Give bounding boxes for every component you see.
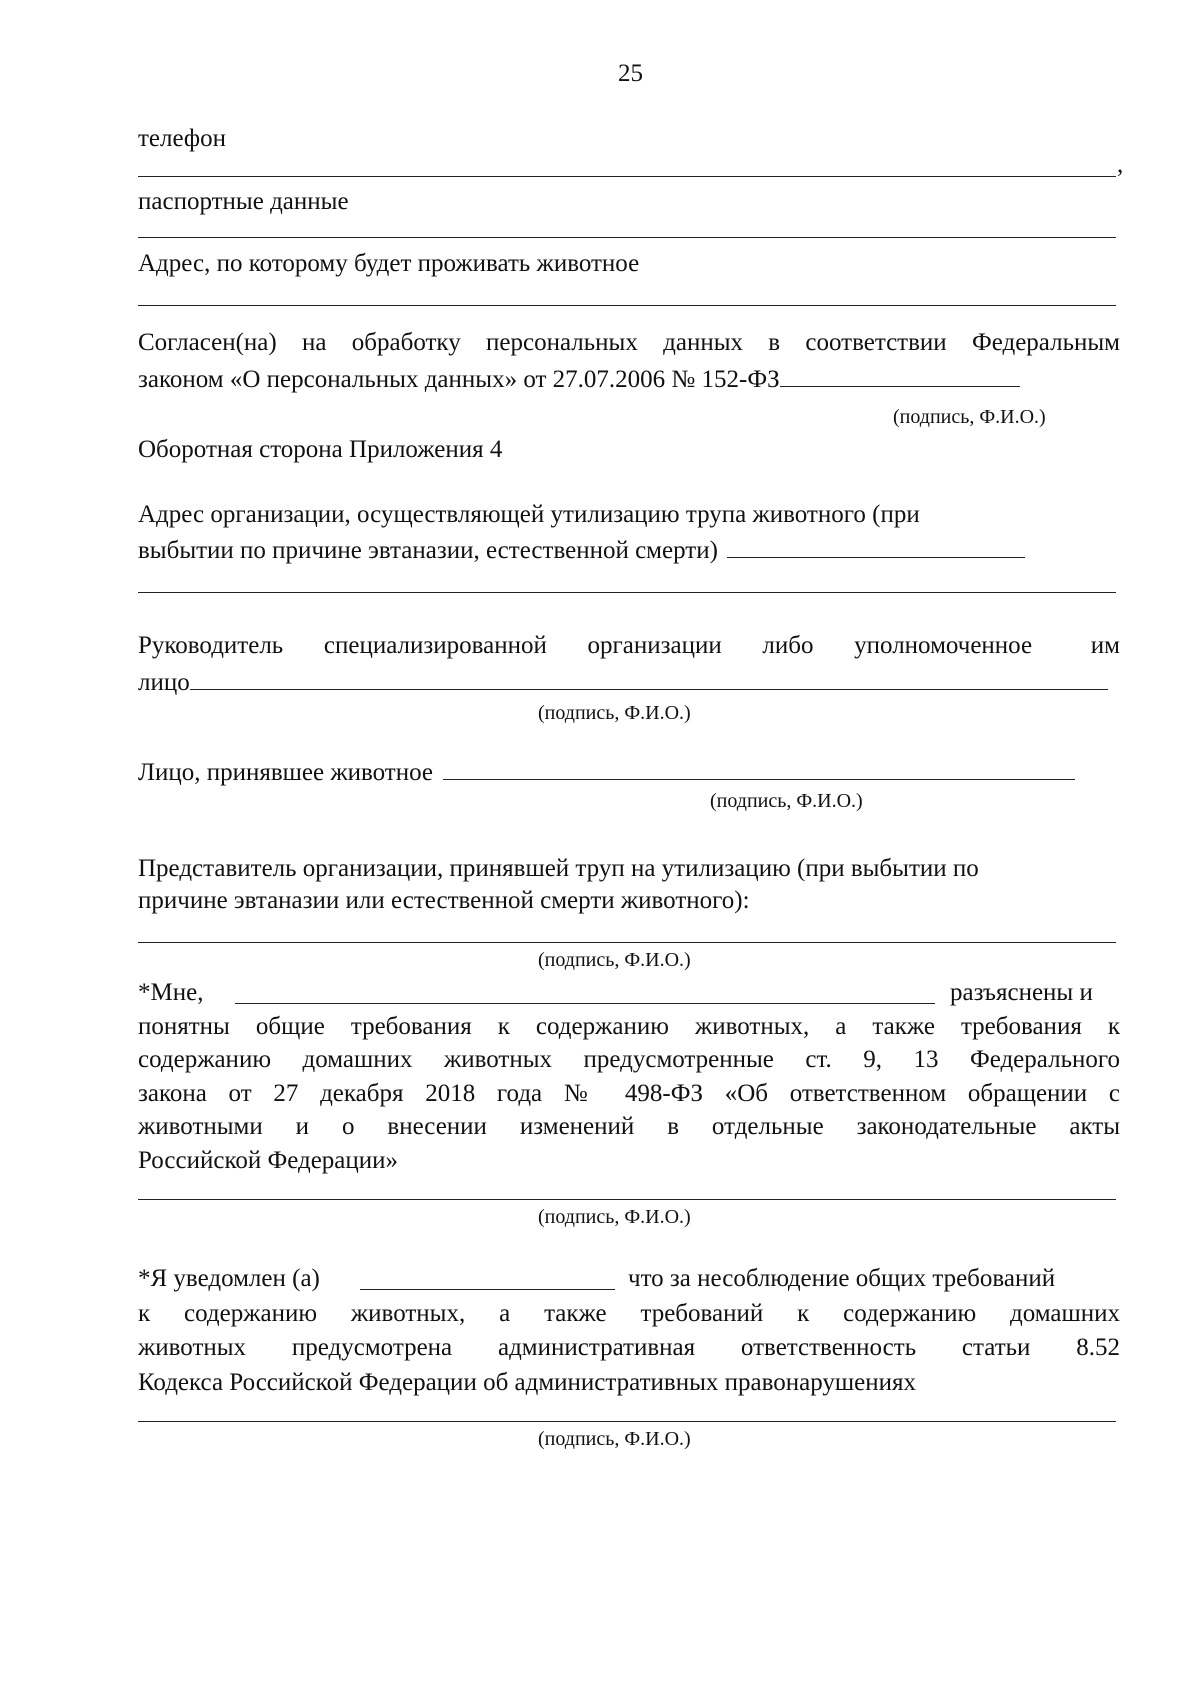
receiver-label: Лицо, принявшее животное bbox=[138, 759, 434, 786]
receiver-signature-line[interactable] bbox=[443, 757, 1075, 780]
notified-name-line[interactable] bbox=[360, 1289, 615, 1290]
head-signature-caption: (подпись, Ф.И.О.) bbox=[538, 702, 691, 724]
notified-suffix: что за несоблюдение общих требований bbox=[628, 1265, 1056, 1292]
explained-line-4: животными и о внесении изменений в отдельные законодательные акты bbox=[138, 1113, 1120, 1140]
head-word-2: специализированной bbox=[323, 632, 547, 659]
notified-line-3: Кодекса Российской Федерации об административных правонарушениях bbox=[138, 1369, 916, 1396]
explained-name-line[interactable] bbox=[235, 1003, 935, 1004]
head-word-6: им bbox=[1090, 632, 1120, 659]
notified-prefix: *Я уведомлен (а) bbox=[138, 1265, 320, 1292]
explained-line-1: понятны общие требования к содержанию животных, а также требования к bbox=[138, 1013, 1120, 1040]
notified-line-2: животных предусмотрена административная ответственность статьи 8.52 bbox=[138, 1334, 1120, 1361]
explained-line-5: Российской Федерации» bbox=[138, 1147, 399, 1174]
representative-signature-line[interactable] bbox=[138, 942, 1116, 943]
address-field-line[interactable] bbox=[138, 305, 1116, 306]
head-word-1: Руководитель bbox=[138, 632, 284, 659]
reverse-side-title: Оборотная сторона Приложения 4 bbox=[138, 436, 503, 463]
representative-signature-caption: (подпись, Ф.И.О.) bbox=[538, 949, 691, 971]
head-line-2 bbox=[138, 667, 1108, 695]
consent-line-2-text: законом «О персональных данных» от 27.07.2006 № 152-ФЗ bbox=[138, 366, 780, 393]
explained-suffix: разъяснены и bbox=[950, 979, 1093, 1006]
explained-signature-line[interactable] bbox=[138, 1199, 1116, 1200]
explained-line-3: закона от 27 декабря 2018 года № 498-ФЗ «Об ответственном обращении с bbox=[138, 1080, 1120, 1107]
utilization-address-line[interactable] bbox=[727, 535, 1025, 558]
page-number: 25 bbox=[618, 60, 643, 87]
phone-field-line[interactable] bbox=[138, 176, 1116, 177]
consent-line-1: Согласен(на) на обработку персональных данных в соответствии Федеральным bbox=[138, 329, 1120, 356]
consent-line-2 bbox=[138, 364, 1020, 392]
notified-signature-caption: (подпись, Ф.И.О.) bbox=[538, 1428, 691, 1450]
phone-label: телефон bbox=[138, 125, 226, 152]
receiver-signature-caption: (подпись, Ф.И.О.) bbox=[710, 790, 863, 812]
passport-field-line[interactable] bbox=[138, 237, 1116, 238]
explained-signature-caption: (подпись, Ф.И.О.) bbox=[538, 1206, 691, 1228]
head-signature-line[interactable] bbox=[190, 667, 1108, 690]
phone-trailing-comma: , bbox=[1117, 151, 1124, 178]
consent-signature-caption: (подпись, Ф.И.О.) bbox=[893, 406, 1046, 428]
utilization-line-2 bbox=[138, 535, 1025, 563]
address-label: Адрес, по которому будет проживать животное bbox=[138, 250, 640, 277]
head-line-2-text: лицо bbox=[138, 669, 190, 696]
utilization-address-line-2[interactable] bbox=[138, 592, 1116, 593]
utilization-line-1: Адрес организации, осуществляющей утилизацию трупа животного (при bbox=[138, 501, 920, 528]
explained-line-2: содержанию домашних животных предусмотренные ст. 9, 13 Федерального bbox=[138, 1046, 1120, 1073]
notified-signature-line[interactable] bbox=[138, 1421, 1116, 1422]
explained-prefix: *Мне, bbox=[138, 979, 204, 1006]
passport-label: паспортные данные bbox=[138, 188, 349, 215]
head-line-1 bbox=[138, 633, 1120, 658]
head-word-4: либо bbox=[762, 632, 814, 659]
notified-line-1: к содержанию животных, а также требований к содержанию домашних bbox=[138, 1300, 1120, 1327]
utilization-line-2-text: выбытии по причине эвтаназии, естественной смерти) bbox=[138, 537, 718, 564]
head-word-5: уполномоченное bbox=[854, 632, 1033, 659]
head-word-3: организации bbox=[587, 632, 722, 659]
representative-line-2: причине эвтаназии или естественной смерти животного): bbox=[138, 887, 750, 914]
representative-line-1: Представитель организации, принявшей труп на утилизацию (при выбытии по bbox=[138, 855, 979, 882]
consent-signature-line[interactable] bbox=[780, 364, 1020, 387]
receiver-line bbox=[138, 757, 1075, 785]
